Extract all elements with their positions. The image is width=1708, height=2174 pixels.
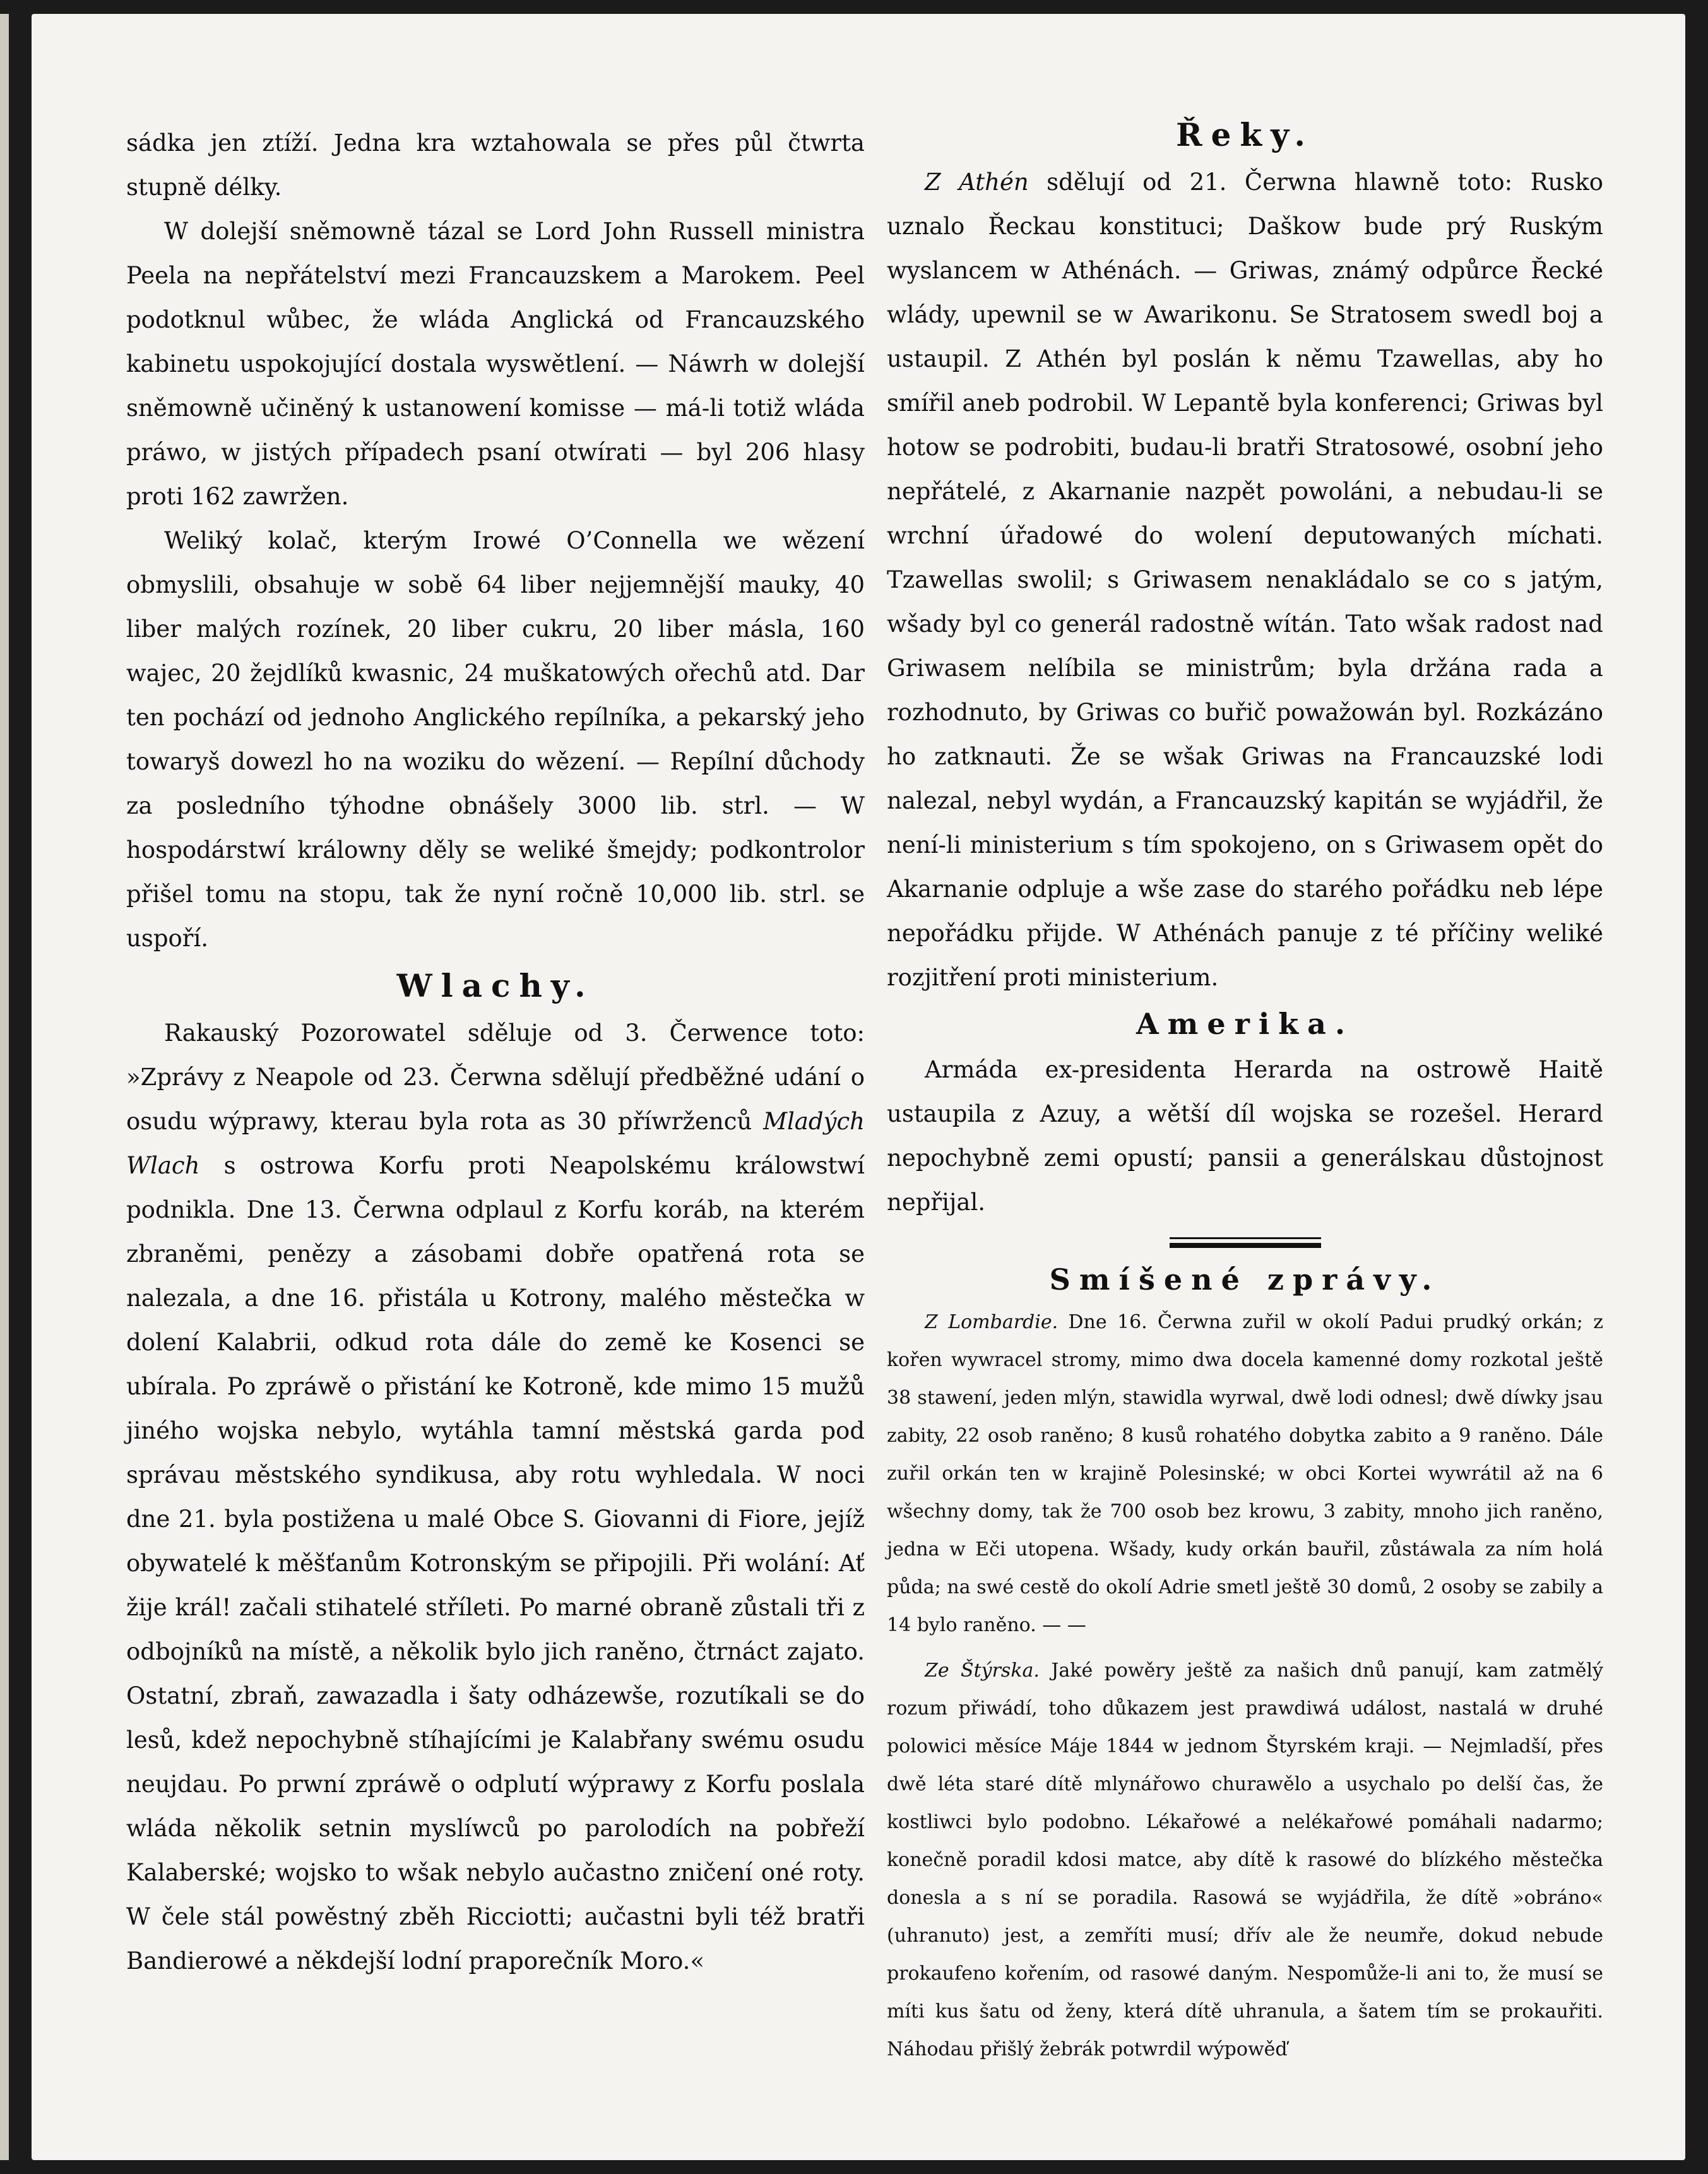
emphasis-z-lombardie: Z Lombardie. xyxy=(925,1311,1059,1333)
heading-wlachy: Wlachy. xyxy=(396,967,595,1004)
emphasis-ze-styrska: Ze Štýrska. xyxy=(925,1660,1040,1682)
heading-amerika: Amerika. xyxy=(1136,1007,1355,1041)
paragraph-ice-report: sádka jen ztíží. Jedna kra wztahowala se přes půl čtwrta stupně délky. xyxy=(126,129,865,201)
paragraph-lombardie: Z Lombardie. Dne 16. Čerwna zuřil w okolí Padui prudký orkán; z kořen wywracel stromy, mimo dwa docela kamenné domy rozkotal ještě 38 stawení, jeden mlýn, stawidla wyrwal, dwě lodi odnesl; dwě díwky jsau zabity, 22 osob raněno; 8 kusů rohatého dobytka zabito a 9 raněno. Dále zuřil orkán ten w krajině Polesinské; w obci Kortei wywrátil až na 6 wšechny domy, tak že 700 osob bez krowu, 3 zabity, mnoho jich raněno, jedna w Eči utopena. Wšady, kudy orkán bauřil, zůstáwala za ním holá půda; na swé cestě do okolí Adrie smetl ještě 30 domů, 2 osoby se zabily a 14 bylo raněno. — — xyxy=(887,1311,1603,1636)
paragraph-amerika: Armáda ex-presidenta Herarda na ostrowě Haitě ustaupila z Azuy, a wětší díl wojska se rozešel. Herard nepochybně zemi opustí; pansii a generálskau důstojnost nepřijal. xyxy=(887,1056,1603,1216)
paragraph-parliament: W dolejší sněmowně tázal se Lord John Russell ministra Peela na nepřátelství mezi Francauzskem a Marokem. Peel podotknul wůbec, že wláda Anglická od Francauzského kabinetu uspokojující dostala wyswětlení. — Náwrh w dolejší sněmowně učiněný k ustanowení komisse — má-li totiž wláda práwo, w jistých případech psaní otwírati — byl 206 hlasy proti 162 zawržen. xyxy=(126,218,865,510)
newspaper-page xyxy=(32,14,1685,2160)
paragraph-styrsko: Ze Štýrska. Jaké powěry ještě za našich dnů panují, kam zatmělý rozum přiwádí, toho důkazem jest prawdiwá událost, nastalá w druhé polowici měsíce Máje 1844 w jednom Štyrském kraji. — Nejmladší, přes dwě léta staré dítě mlynářowo churawělo a usychalo po delší čas, že kostliwci bylo podobno. Lékařowé a nelékařowé pomáhali nadarmo; konečně poradil kdosi matce, aby dítě k rasowé do blízkého městečka donesla a s ní se poradila. Rasowá se wyjádřila, že dítě »obráno« (uhranuto) jest, a zemříti musí; dřív ale že neumře, dokud nebude prokaufeno kořením, od rasowé daným. Nespomůže-li ani to, že musí se míti kus šatu od ženy, která dítě uhranula, a šatem tím se prokauřiti. Náhodau přišlý žebrák potwrdil wýpowěď xyxy=(887,1660,1603,2060)
paragraph-wlachy: Rakauský Pozorowatel sděluje od 3. Čerwence toto: »Zprávy z Neapole od 23. Čerwna sdělují předběžné udání o osudu wýprawy, kterau byla rota as 30 příwrženců Mladých Wlach s ostrowa Korfu proti Neapolskému králowstwí podnikla. Dne 13. Čerwna odplaul z Korfu koráb, na kterém zbraněmi, penězy a zásobami dobře opatřená rota se nalezala, a dne 16. přistála u Kotrony, malého městečka w dolení Kalabrii, odkud rota dále do země ke Kosenci se ubírala. Po zpráwě o přistání ke Kotroně, kde mimo 15 mužů jiného wojska nebylo, wytáhla tamní městská garda pod správau městského syndikusa, aby rotu wyhledala. W noci dne 21. byla postižena u malé Obce S. Giovanni di Fiore, jejíž obywatelé k měšťanům Kotronským se připojili. Při wolání: Ať žije král! začali stihatelé střílеti. Po marné obraně zůstali tři z odbojníků na místě, a několik bylo jich raněno, čtrnáct zajato. Ostatní, zbraň, zawazadla i šaty odházewše, rozutíkali se do lesů, kdež nepochybně stíhajícími je Kalabřany swému osudu neujdau. Po prwní zpráwě o odplutí wýprawy z Korfu poslala wláda několik setnin myslíwců po parolodích na pobřeží Kalaberské; wojsko to wšak nebylo aučastno zničení oné roty. W čele stál powěstný zběh Ricciotti; aučastni byli též bratři Bandierowé a někdejší lodní praporečník Moro.« xyxy=(126,1019,865,1975)
section-divider xyxy=(1170,1237,1321,1248)
paragraph-oconnell-cake: Weliký kolač, kterým Irowé O’Connella we wězení obmyslili, obsahuje w sobě 64 liber nejjemnější mauky, 40 liber malých rozínek, 20 liber cukru, 20 liber másla, 160 wajec, 20 žejdlíků kwasnic, 24 muškatowých ořechů atd. Dar ten pochází od jednoho Anglického repílníka, a pekarský jeho towaryš dowezl ho na woziku do wězení. — Repílní důchody za posledního týhodne obnášely 3000 lib. strl. — W hospodárstwí králowny děly se weliké šmejdy; podkontrolor přišel tomu na stopu, tak že nyní ročně 10,000 lib. strl. se uspoří. xyxy=(126,527,865,952)
heading-smisene-zpravy: Smíšené zprávy. xyxy=(1049,1262,1441,1297)
paragraph-reky: Z Athén sdělují od 21. Čerwna hlawně toto: Rusko uznalo Řeckau konstituci; Daškow bude prý Ruským wyslancem w Athénách. — Griwas, známý odpůrce Řecké wlády, upewnil se w Awarikonu. Se Stratosem swedl boj a ustaupil. Z Athén byl poslán k němu Tzawellas, aby ho smířil aneb podrobil. W Lepantě byla konferenci; Griwas byl hotow se podrobiti, budau-li bratři Stratosowé, osobní jeho nepřátelé, z Akarnanie nazpět powoláni, a nebudau-li se wrchní úřadowé do wolení deputowaných míchati. Tzawellas swolil; s Griwasem nenakládalo se co s jatým, wšady byl co generál radostně wítán. Tato wšak radost nad Griwasem nelíbila se ministrům; byla držána rada a rozhodnuto, by Griwas co buřič powažowán byl. Rozkázáno ho zatknauti. Že se wšak Griwas na Francauzské lodi nalezal, nebyl wydán, a Francauzský kapitán se wyjádřil, že není-li ministerium s tím spokojeno, on s Griwasem opět do Akarnanie odpluje a wše zase do starého pořádku neb lépe nepořádku přijde. W Athénách panuje z té příčiny weliké rozjitření proti ministerium. xyxy=(887,169,1603,991)
emphasis-z-athen: Z Athén xyxy=(925,169,1029,196)
page-edge xyxy=(0,14,9,2160)
right-column xyxy=(887,116,1603,2069)
emphasis-mladych-wlach: Mladých Wlach xyxy=(126,1108,865,1179)
heading-reky: Řeky. xyxy=(1176,116,1314,153)
left-column xyxy=(126,121,865,1983)
